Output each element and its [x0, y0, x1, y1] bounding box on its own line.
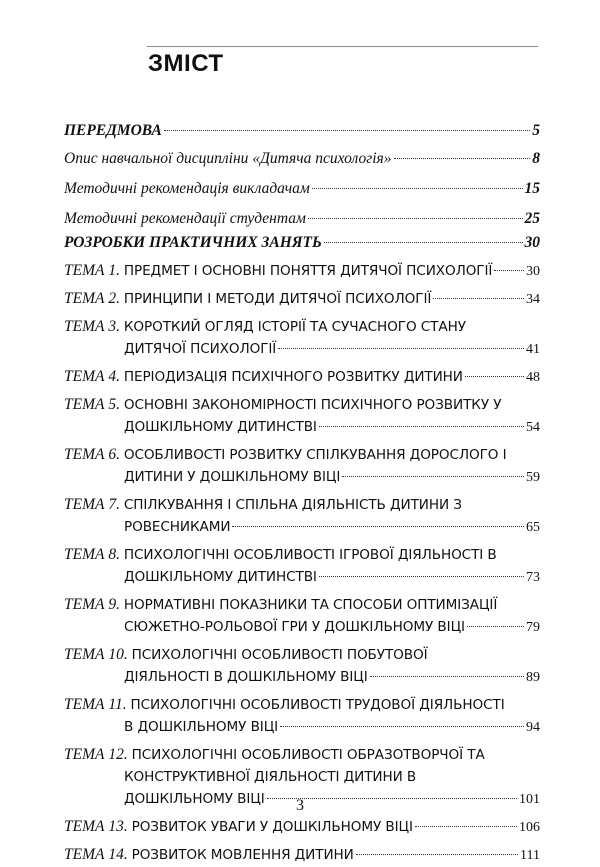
toc-topic-title: ПСИХОЛОГІЧНІ ОСОБЛИВОСТІ ІГРОВОЇ ДІЯЛЬНОСТІ В [123, 547, 497, 563]
toc-entry-title: Методичні рекомендації студентам [64, 210, 306, 227]
dot-leader [278, 348, 524, 349]
toc-entry-page: 25 [524, 210, 540, 227]
toc-topic-title: СЮЖЕТНО-РОЛЬОВОЇ ГРИ У ДОШКІЛЬНОМУ ВІЦІ [124, 619, 465, 635]
toc-topic[interactable] [64, 260, 540, 282]
toc-topic-label: ТЕМА 3. [64, 318, 120, 335]
dot-leader [342, 476, 524, 477]
toc-entry-title: Методичні рекомендація викладачам [64, 180, 310, 197]
dot-leader [164, 130, 530, 131]
dot-leader [324, 242, 523, 243]
toc-topic-label: ТЕМА 7. [64, 496, 120, 513]
dot-leader [280, 726, 524, 727]
toc-entry-line [64, 120, 540, 142]
toc-entry[interactable] [64, 148, 540, 170]
dot-leader [433, 298, 524, 299]
toc-topic[interactable] [64, 288, 540, 310]
toc-topic-line [64, 816, 540, 838]
toc-topic-line [64, 444, 540, 466]
toc-topic-title: ПСИХОЛОГІЧНІ ОСОБЛИВОСТІ ОБРАЗОТВОРЧОЇ ТА [131, 747, 485, 763]
toc-topic-line [64, 494, 540, 516]
toc-topic-title: ДИТЯЧОЇ ПСИХОЛОГІЇ [124, 341, 277, 357]
toc-topic-title: КОРОТКИЙ ОГЛЯД ІСТОРІЇ ТА СУЧАСНОГО СТАНУ [123, 319, 466, 335]
toc-topic[interactable] [64, 394, 540, 438]
toc-topic-label: ТЕМА 11. [64, 696, 127, 713]
toc-topic-page: 48 [526, 370, 540, 385]
toc-topic-line [64, 316, 540, 338]
toc-topic-title: КОНСТРУКТИВНОЇ ДІЯЛЬНОСТІ ДИТИНИ В [124, 769, 417, 785]
toc-topic-page: 41 [526, 342, 540, 357]
toc-entry-line [64, 148, 540, 170]
dot-leader [312, 188, 523, 189]
toc-topic-page: 73 [526, 570, 540, 585]
toc-topic-title: СПІЛКУВАННЯ І СПІЛЬНА ДІЯЛЬНІСТЬ ДИТИНИ З [123, 497, 462, 513]
toc-topic-title: ДОШКІЛЬНОМУ ДИТИНСТВІ [124, 419, 317, 435]
toc-topic-title: ДОШКІЛЬНОМУ ДИТИНСТВІ [124, 569, 317, 585]
toc-topic-line [64, 338, 540, 360]
toc-topic-label: ТЕМА 1. [64, 262, 120, 279]
toc-topic-title: ДІЯЛЬНОСТІ В ДОШКІЛЬНОМУ ВІЦІ [124, 669, 368, 685]
toc-entry-page: 5 [532, 122, 540, 139]
toc-topic-label: ТЕМА 12. [64, 746, 128, 763]
toc-topic-label: ТЕМА 8. [64, 546, 120, 563]
toc-topic[interactable] [64, 316, 540, 360]
toc-topic-line [64, 766, 540, 788]
toc-topic-line [64, 544, 540, 566]
toc-topic-label: ТЕМА 2. [64, 290, 120, 307]
toc-topic-line [64, 394, 540, 416]
toc-topic-line [64, 694, 540, 716]
toc-topic-line [64, 416, 540, 438]
toc-topic-line [64, 716, 540, 738]
toc-topic[interactable] [64, 694, 540, 738]
toc-topic-label: ТЕМА 10. [64, 646, 128, 663]
toc-topic-line [64, 260, 540, 282]
toc-topic-label: ТЕМА 13. [64, 818, 128, 835]
toc-topic-title: РОЗВИТОК МОВЛЕННЯ ДИТИНИ [131, 847, 354, 863]
toc-topic-line [64, 366, 540, 388]
toc-topic-page: 94 [526, 720, 540, 735]
toc-entry[interactable] [64, 178, 540, 200]
dot-leader [415, 826, 517, 827]
toc-topic[interactable] [64, 366, 540, 388]
dot-leader [494, 270, 524, 271]
dot-leader [356, 854, 518, 855]
toc-entry-title: Опис навчальної дисципліни «Дитяча психологія» [64, 150, 392, 167]
toc-entry[interactable] [64, 120, 540, 142]
toc-topic-label: ТЕМА 14. [64, 846, 128, 863]
dot-leader [308, 218, 523, 219]
page-number: 3 [296, 797, 304, 814]
toc-topic-page: 79 [526, 620, 540, 635]
toc-topic-title: ПРИНЦИПИ І МЕТОДИ ДИТЯЧОЇ ПСИХОЛОГІЇ [123, 291, 432, 307]
toc-topic[interactable] [64, 444, 540, 488]
toc-topic-line [64, 744, 540, 766]
toc-topic-line [64, 594, 540, 616]
toc-topic-line [64, 566, 540, 588]
dot-leader [319, 576, 524, 577]
dot-leader [467, 626, 524, 627]
toc-topic-title: НОРМАТИВНІ ПОКАЗНИКИ ТА СПОСОБИ ОПТИМІЗАЦІЇ [123, 597, 498, 613]
toc-topic-line [64, 466, 540, 488]
toc-topic-page: 89 [526, 670, 540, 685]
toc-topic[interactable] [64, 594, 540, 638]
dot-leader [319, 426, 524, 427]
toc-topic-title: В ДОШКІЛЬНОМУ ВІЦІ [124, 719, 279, 735]
dot-leader [232, 526, 524, 527]
header-rule [147, 46, 538, 47]
toc-topic-title: РОВЕСНИКАМИ [124, 519, 231, 535]
toc-topic[interactable] [64, 544, 540, 588]
dot-leader [394, 158, 531, 159]
toc-topic-page: 111 [520, 848, 540, 863]
toc-topic[interactable] [64, 494, 540, 538]
dot-leader [465, 376, 524, 377]
table-of-contents [64, 120, 540, 866]
toc-topic-title: ПСИХОЛОГІЧНІ ОСОБЛИВОСТІ ТРУДОВОЇ ДІЯЛЬНОСТІ [130, 697, 505, 713]
toc-topic-label: ТЕМА 5. [64, 396, 120, 413]
toc-entry-line [64, 232, 540, 254]
toc-topic-page: 34 [526, 292, 540, 307]
toc-entry-line [64, 208, 540, 230]
toc-topic-page: 65 [526, 520, 540, 535]
toc-topic-line [64, 644, 540, 666]
toc-entry[interactable] [64, 208, 540, 230]
toc-topic-title: ДИТИНИ У ДОШКІЛЬНОМУ ВІЦІ [124, 469, 341, 485]
toc-topic-line [64, 516, 540, 538]
toc-topic-page: 54 [526, 420, 540, 435]
toc-entry[interactable] [64, 232, 540, 254]
toc-topic-label: ТЕМА 6. [64, 446, 120, 463]
toc-topic-title: ПСИХОЛОГІЧНІ ОСОБЛИВОСТІ ПОБУТОВОЇ [131, 647, 428, 663]
toc-topic-page: 101 [519, 792, 540, 807]
toc-topic-label: ТЕМА 4. [64, 368, 120, 385]
toc-topic-title: ПЕРІОДИЗАЦІЯ ПСИХІЧНОГО РОЗВИТКУ ДИТИНИ [123, 369, 463, 385]
toc-topic[interactable] [64, 816, 540, 838]
toc-entry-page: 30 [524, 234, 540, 251]
toc-topic-title: ОСОБЛИВОСТІ РОЗВИТКУ СПІЛКУВАННЯ ДОРОСЛОГО І [123, 447, 507, 463]
toc-entry-page: 15 [524, 180, 540, 197]
toc-topic-title: РОЗВИТОК УВАГИ У ДОШКІЛЬНОМУ ВІЦІ [131, 819, 413, 835]
toc-topic-line [64, 666, 540, 688]
toc-topic-page: 30 [526, 264, 540, 279]
toc-topic-page: 106 [519, 820, 540, 835]
toc-topic-line [64, 616, 540, 638]
toc-topic-title: ОСНОВНІ ЗАКОНОМІРНОСТІ ПСИХІЧНОГО РОЗВИТКУ У [123, 397, 502, 413]
dot-leader [370, 676, 524, 677]
toc-topic-line [64, 844, 540, 866]
toc-entry-page: 8 [532, 150, 540, 167]
toc-entry-title: РОЗРОБКИ ПРАКТИЧНИХ ЗАНЯТЬ [64, 234, 322, 251]
toc-topic-line [64, 288, 540, 310]
toc-topic[interactable] [64, 644, 540, 688]
toc-entry-title: ПЕРЕДМОВА [64, 122, 162, 139]
toc-topic-title: ДОШКІЛЬНОМУ ВІЦІ [124, 791, 265, 807]
toc-topic-title: ПРЕДМЕТ І ОСНОВНІ ПОНЯТТЯ ДИТЯЧОЇ ПСИХОЛОГІЇ [123, 263, 493, 279]
toc-topic-page: 59 [526, 470, 540, 485]
toc-heading: ЗМІСТ [148, 50, 224, 77]
toc-topic[interactable] [64, 844, 540, 866]
toc-topic-label: ТЕМА 9. [64, 596, 120, 613]
toc-entry-line [64, 178, 540, 200]
